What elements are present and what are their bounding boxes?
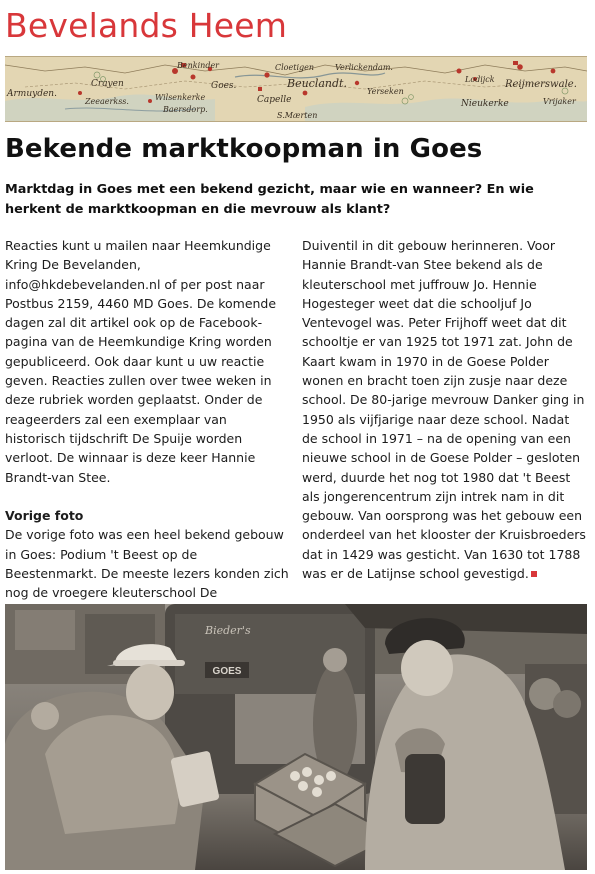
article-column-left xyxy=(5,236,290,603)
article-paragraph-responses: Reacties kunt u mailen naar Heemkundige Kring De Bevelanden, info@hkdebevelanden.nl of per post naar Postbus 2159, 4460 MD Goes. De komende dagen zal dit artikel ook op de Facebook-pagina van de Heemkundige Kring worden gepubliceerd. Ook daar kunt u uw reactie geven. Reacties zullen over twee weken in deze rubriek worden geplaatst. Onder de reageerders zal een exemplaar van historisch tijdschrift De Spuije worden verloot. De winnaar is deze keer Hannie Brandt-van Stee. xyxy=(5,238,277,485)
publication-title: Bevelands Heem xyxy=(5,6,288,45)
article-paragraph-previous-photo: De vorige foto was een heel bekend gebouw in Goes: Podium 't Beest op de Beestenmarkt. De meeste lezers konden zich nog de vroegere kleuterschool De xyxy=(5,527,289,601)
map-label: Yerseken xyxy=(367,87,404,96)
map-label: S.Mærten xyxy=(277,111,318,120)
article-headline: Bekende marktkoopman in Goes xyxy=(5,134,483,164)
end-of-article-mark xyxy=(531,571,537,577)
map-label: Reijmerswale. xyxy=(505,79,577,90)
map-label: Zeeaerkss. xyxy=(85,97,129,106)
map-label: Wilsenkerke xyxy=(155,93,206,102)
historic-map-banner xyxy=(5,56,587,122)
market-photo-illustration xyxy=(5,604,587,870)
map-label: Goes. xyxy=(211,81,237,91)
van-sign-text: GOES xyxy=(212,666,242,677)
article-column-right xyxy=(302,236,587,583)
article-paragraph-continued-text: Duiventil in dit gebouw herinneren. Voor Hannie Brandt-van Stee bekend als de kleuterschool met juffrouw Jo. Hennie Hogesteger weet dat die schooljuf Jo Ventevogel was. Peter Frijhoff weet dat dit schooltje er van 1925 tot 1971 zat. John de Kaart kwam in 1970 in de Goese Polder wonen en bracht toen zijn zusje naar deze school. De 80-jarige mevrouw Danker ging in 1950 als vijfjarige naar deze school. Nadat de school in 1971 – na de opening van een nieuwe school in de Goese Polder – gesloten werd, duurde het nog tot 1980 dat 't Beest als jongerencentrum zijn intrek nam in dit gebouw. Van oorsprong was het gebouw een onderdeel van het klooster der Kruisbroeders dat in 1429 was gesticht. Van 1630 tot 1788 was er de Latijnse school gevestigd. xyxy=(302,238,586,582)
map-label: Cloetigen xyxy=(275,63,315,72)
map-label: Lodijck xyxy=(465,75,495,84)
map-label: Verlickendam. xyxy=(335,63,393,72)
map-label: Nieukerke xyxy=(461,99,509,109)
map-label: Beuclandt. xyxy=(287,77,347,90)
map-label: Benkinder xyxy=(177,61,220,70)
article-intro: Marktdag in Goes met een bekend gezicht, maar wie en wanneer? En wie herkent de marktkoopman en die mevrouw als klant? xyxy=(5,182,534,217)
article-subhead: Vorige foto xyxy=(5,508,84,524)
map-label: Capelle xyxy=(257,95,292,105)
map-label: Crayen xyxy=(91,79,124,89)
map-label: Vrijaker xyxy=(543,97,576,106)
map-label: Baersdorp. xyxy=(163,105,208,114)
article-paragraph-continued xyxy=(302,236,587,583)
van-logo-text: Bieder's xyxy=(205,624,251,637)
map-label: Armuyden. xyxy=(7,89,57,99)
market-photo xyxy=(5,604,587,870)
